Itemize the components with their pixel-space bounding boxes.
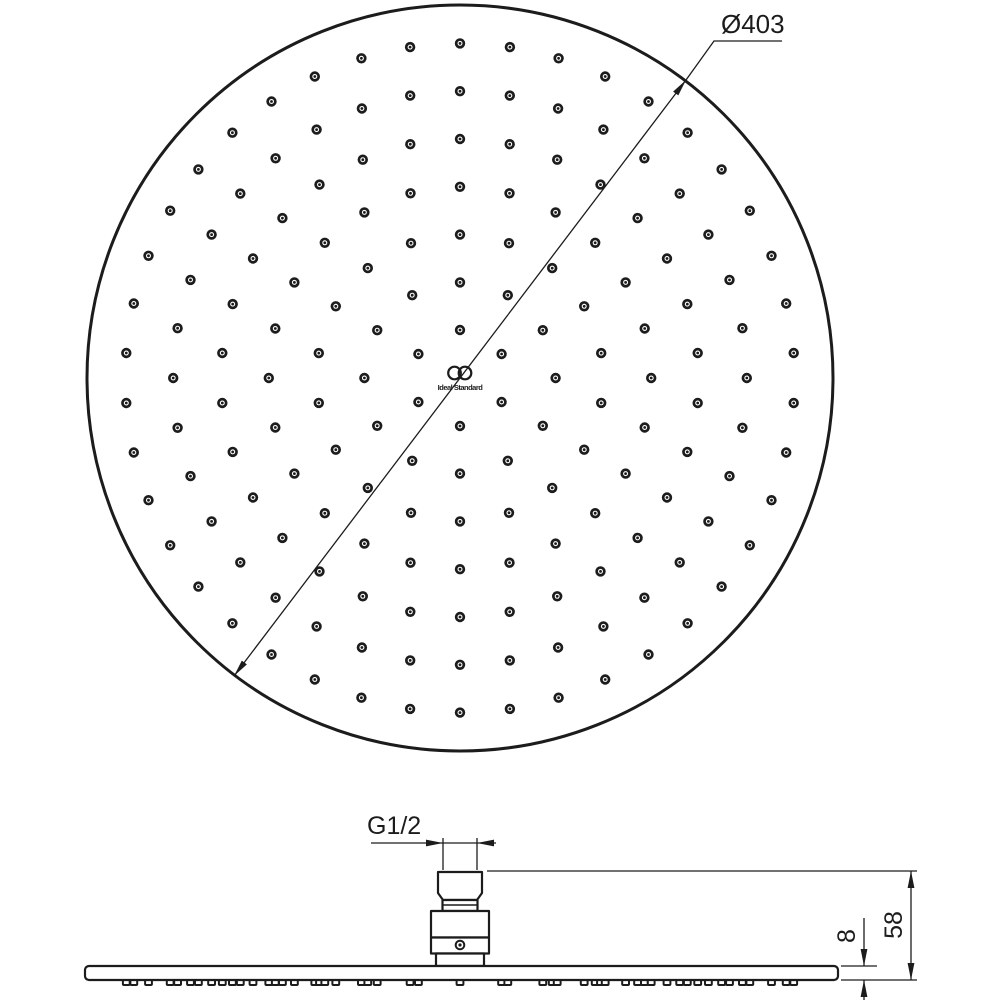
nozzle-dot xyxy=(314,348,324,358)
nozzle-dot xyxy=(310,71,320,81)
nozzle-dot xyxy=(598,124,608,134)
nozzle-dot xyxy=(598,621,608,631)
nozzle-dot xyxy=(270,593,280,603)
nozzle-dot xyxy=(505,42,515,52)
nozzle-dot xyxy=(331,445,341,455)
nozzle-dot xyxy=(590,238,600,248)
nozzle-dot xyxy=(320,238,330,248)
nozzle-dot xyxy=(193,164,203,174)
nozzle-dot xyxy=(632,533,642,543)
nozzle-dot xyxy=(553,693,563,703)
nozzle-dot xyxy=(331,301,341,311)
screw-center-icon xyxy=(458,943,461,946)
nozzle-dot xyxy=(742,373,752,383)
nozzle-dot xyxy=(503,290,513,300)
nozzle-dot xyxy=(405,42,415,52)
nozzle-dot xyxy=(406,508,416,518)
nozzle-dot xyxy=(550,373,560,383)
nozzle-dot xyxy=(504,508,514,518)
nozzle-dot xyxy=(596,398,606,408)
nozzle-dot xyxy=(455,707,465,717)
nozzle-dot xyxy=(455,86,465,96)
nozzle-dot xyxy=(172,323,182,333)
nozzle-dot xyxy=(358,155,368,165)
nozzle-dot xyxy=(632,213,642,223)
nozzle-dot xyxy=(129,447,139,457)
nozzle-dot xyxy=(455,277,465,287)
nozzle-dot xyxy=(682,128,692,138)
nozzle-dot xyxy=(716,581,726,591)
nozzle-dot xyxy=(363,483,373,493)
nozzle-dot xyxy=(682,447,692,457)
nozzle-dot xyxy=(662,253,672,263)
nozzle-dot xyxy=(235,188,245,198)
nozzle-dot xyxy=(406,238,416,248)
nozzle-dot xyxy=(590,508,600,518)
nozzle-dot xyxy=(724,275,734,285)
nozzle-dot xyxy=(185,275,195,285)
nozzle-dot xyxy=(503,456,513,466)
nozzle-dot xyxy=(228,447,238,457)
nozzle-dot xyxy=(358,591,368,601)
height-label: 58 xyxy=(880,911,908,939)
nozzle-dot xyxy=(640,323,650,333)
nozzle-dot xyxy=(455,612,465,622)
nozzle-dot xyxy=(277,533,287,543)
thread-dimension xyxy=(367,812,496,870)
side-view xyxy=(85,812,917,1000)
nozzle-dot xyxy=(289,277,299,287)
nozzle-dot xyxy=(496,397,506,407)
diameter-label: Ø403 xyxy=(721,9,785,39)
nozzle-dot xyxy=(413,349,423,359)
nozzle-dot xyxy=(227,618,237,628)
nozzle-dot xyxy=(620,277,630,287)
nozzle-dot xyxy=(505,90,515,100)
nozzle-dot xyxy=(737,423,747,433)
nozzle-dot xyxy=(372,421,382,431)
nozzle-dot xyxy=(193,581,203,591)
nozzle-dot xyxy=(266,649,276,659)
nozzle-dot xyxy=(168,373,178,383)
nozzle-dot xyxy=(121,398,131,408)
shower-plate-profile xyxy=(85,966,838,980)
nozzle-dot xyxy=(407,456,417,466)
nozzle-dot xyxy=(505,139,515,149)
nozzle-dot xyxy=(143,251,153,261)
nozzle-dot xyxy=(264,373,274,383)
thread-fitting xyxy=(438,872,482,900)
nozzle-dot xyxy=(552,591,562,601)
nozzle-dot xyxy=(455,516,465,526)
nozzle-dot xyxy=(248,492,258,502)
nozzle-dot xyxy=(682,618,692,628)
nozzle-dot xyxy=(455,564,465,574)
nozzle-dot xyxy=(505,704,515,714)
nozzle-dot xyxy=(455,325,465,335)
nozzle-dot xyxy=(356,693,366,703)
nozzle-dot xyxy=(455,421,465,431)
nozzle-dot xyxy=(206,229,216,239)
nozzle-dot xyxy=(405,90,415,100)
nozzle-dot xyxy=(781,298,791,308)
nozzle-dot xyxy=(270,153,280,163)
thread-label: G1/2 xyxy=(367,812,422,840)
nozzle-dot xyxy=(235,557,245,567)
nozzle-dot xyxy=(405,558,415,568)
nozzle-dot xyxy=(455,134,465,144)
nozzle-dot xyxy=(311,621,321,631)
nozzle-dot xyxy=(357,642,367,652)
arrowhead-icon xyxy=(477,840,494,847)
nozzle-dot xyxy=(579,445,589,455)
nozzle-dot xyxy=(703,229,713,239)
nozzle-dot xyxy=(248,253,258,263)
nozzle-dot xyxy=(504,558,514,568)
nozzle-dot xyxy=(781,447,791,457)
nozzle-dot xyxy=(129,298,139,308)
nozzle-dot xyxy=(405,704,415,714)
nozzle-dot xyxy=(172,423,182,433)
nozzle-dot xyxy=(547,483,557,493)
nozzle-dot xyxy=(789,398,799,408)
nozzle-dot xyxy=(217,348,227,358)
nozzle-dot xyxy=(600,674,610,684)
arrowhead-icon xyxy=(426,840,443,847)
nozzle-dot xyxy=(356,53,366,63)
connector-base xyxy=(436,954,484,967)
nozzle-dot xyxy=(504,238,514,248)
nozzle-dot xyxy=(693,398,703,408)
nozzle-dot xyxy=(266,96,276,106)
nozzle-dot xyxy=(766,251,776,261)
nozzle-dot xyxy=(413,397,423,407)
nozzle-dot xyxy=(693,348,703,358)
nozzle-dot xyxy=(357,103,367,113)
nozzle-dot xyxy=(662,492,672,502)
nozzle-dot xyxy=(143,495,153,505)
nozzle-dot xyxy=(455,229,465,239)
nozzle-dot xyxy=(505,607,515,617)
nozzle-dot xyxy=(372,325,382,335)
height-dimension xyxy=(487,871,917,980)
nozzle-dot xyxy=(314,398,324,408)
nozzle-dot xyxy=(311,124,321,134)
nozzle-dot xyxy=(639,153,649,163)
nozzle-dot xyxy=(505,655,515,665)
nozzle-dot xyxy=(455,660,465,670)
nozzle-dot xyxy=(538,325,548,335)
nozzle-dot xyxy=(724,471,734,481)
nozzle-dot xyxy=(703,516,713,526)
nozzle-dot xyxy=(600,71,610,81)
nozzle-dot xyxy=(359,538,369,548)
nozzle-dot xyxy=(359,373,369,383)
nozzle-dot xyxy=(579,301,589,311)
nozzle-dot xyxy=(552,155,562,165)
nozzle-dot xyxy=(405,655,415,665)
nozzle-dot xyxy=(538,421,548,431)
nozzle-dot xyxy=(745,540,755,550)
nozzle-dot xyxy=(206,516,216,526)
arrowhead-icon xyxy=(861,980,868,997)
nozzle-dot xyxy=(227,128,237,138)
nozzle-dot xyxy=(547,263,557,273)
nozzle-dot xyxy=(553,53,563,63)
nozzle-dot xyxy=(310,674,320,684)
nozzle-dot xyxy=(553,642,563,652)
nozzle-dot xyxy=(314,179,324,189)
nozzle-dot xyxy=(789,348,799,358)
nozzle-dot xyxy=(550,538,560,548)
nozzle-dot xyxy=(455,468,465,478)
nozzle-dot xyxy=(405,607,415,617)
nozzle-dot xyxy=(165,540,175,550)
nozzle-dot xyxy=(496,349,506,359)
nozzle-dot xyxy=(639,593,649,603)
nozzle-dot xyxy=(270,422,280,432)
nozzle-dot xyxy=(121,348,131,358)
nozzle-dot xyxy=(675,557,685,567)
arrowhead-icon xyxy=(861,949,868,966)
nozzle-dot xyxy=(359,207,369,217)
nozzle-dot xyxy=(675,188,685,198)
nozzle-dot xyxy=(363,263,373,273)
nozzle-dot xyxy=(682,299,692,309)
nozzle-dot xyxy=(405,139,415,149)
arrowhead-icon xyxy=(908,963,915,980)
nozzle-dot xyxy=(716,164,726,174)
nozzle-dot xyxy=(550,207,560,217)
logo-wordmark: Ideal Standard xyxy=(437,383,483,392)
nozzle-dot xyxy=(277,213,287,223)
nozzle-dot xyxy=(596,348,606,358)
nozzle-dot xyxy=(643,649,653,659)
nozzle-dot xyxy=(553,103,563,113)
inlet-connector xyxy=(431,872,489,966)
nozzle-dot xyxy=(455,38,465,48)
nozzle-dot xyxy=(766,495,776,505)
nozzle-dot xyxy=(165,206,175,216)
nozzle-dot xyxy=(643,96,653,106)
nozzle-dot xyxy=(270,323,280,333)
nozzle-dot xyxy=(646,373,656,383)
nozzle-dot xyxy=(407,290,417,300)
nozzle-dot xyxy=(595,566,605,576)
nozzle-dot xyxy=(620,468,630,478)
nozzle-dot xyxy=(217,398,227,408)
arrowhead-icon xyxy=(908,871,915,888)
nozzle-dot xyxy=(745,206,755,216)
nozzle-dot xyxy=(185,471,195,481)
nozzle-dot xyxy=(737,323,747,333)
nozzle-dot xyxy=(504,188,514,198)
nozzle-dot xyxy=(289,468,299,478)
nozzle-dot xyxy=(640,422,650,432)
nozzle-dot xyxy=(320,508,330,518)
nozzle-dot xyxy=(455,182,465,192)
thickness-label: 8 xyxy=(833,929,861,943)
top-view xyxy=(87,5,833,751)
nozzle-dot xyxy=(405,188,415,198)
nozzle-dot xyxy=(228,299,238,309)
connector-body xyxy=(431,911,489,938)
